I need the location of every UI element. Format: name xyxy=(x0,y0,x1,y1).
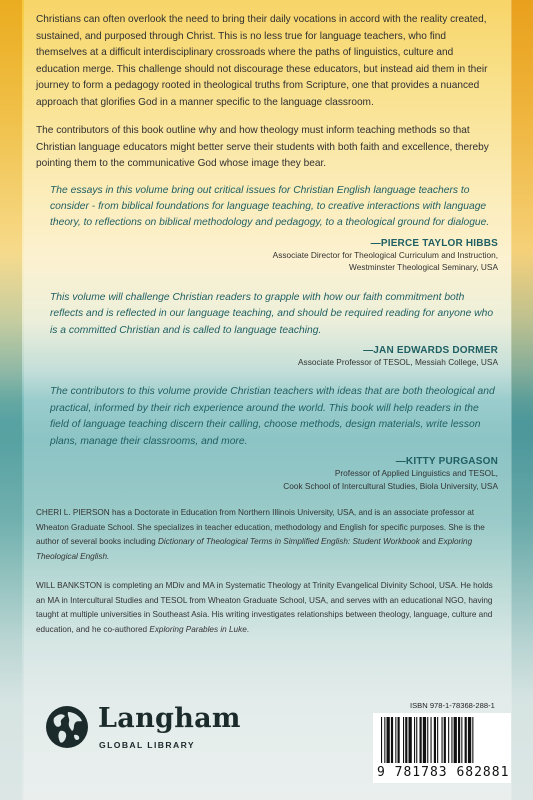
barcode-digits: 9 781783 682881 xyxy=(377,765,510,780)
barcode-bar xyxy=(395,717,396,763)
barcode-bar xyxy=(461,717,462,763)
barcode-bar xyxy=(448,717,449,763)
endorser-role-line-1: Associate Director for Theological Curriculum and Instruction, xyxy=(272,249,498,260)
endorsement-1 xyxy=(36,183,498,274)
barcode-bar xyxy=(391,717,393,763)
description-paragraph-1: Christians can often overlook the need to bring their daily vocations in accord with the reality created, sustained, and purposed through Christ. This is no less true for language teachers, who find themselves at a difficult interdisciplinary crossroads where the paths of linguistics, culture and education merge. This challenge should not discourage these educators, but instead aid them in their journey to form a pedagogy rooted in theological truths from Scripture, one that provides a nuanced approach that glorifies God in a manner specific to the language classroom. xyxy=(36,14,488,108)
book-title: Exploring Theological English. xyxy=(36,537,473,562)
barcode-bar xyxy=(468,717,471,763)
barcode-bar xyxy=(458,717,460,763)
barcode-bar xyxy=(465,717,467,763)
globe-icon xyxy=(44,704,90,750)
endorsement-attribution xyxy=(36,238,498,274)
endorser-name: —KITTY PURGASON xyxy=(395,456,498,468)
endorsement-attribution xyxy=(36,456,498,492)
barcode-bar xyxy=(403,717,404,763)
description-paragraph-2: The contributors of this book outline why and how theology must inform teaching methods so that Christian language educators might better serve their students with both faith and excellence, thereby pointing them to the communicative God whose image they bear. xyxy=(36,125,489,169)
bio-text: CHERI L. PIERSON has a Doctorate in Education from Northern Illinois University, USA, and is an associate professor at Wheaton Graduate School. She specializes in teacher education, methodology and English for specific purposes. She is the author of several books including xyxy=(36,508,485,547)
barcode-bar xyxy=(454,717,457,763)
barcode-bar xyxy=(472,717,473,763)
barcode-bar xyxy=(431,717,432,763)
endorsement-attribution xyxy=(36,345,498,369)
isbn-label: ISBN 978-1-78368-288-1 xyxy=(410,701,495,710)
endorser-role-line-2: Westminster Theological Seminary, USA xyxy=(349,262,498,273)
barcode-bar xyxy=(409,717,412,763)
bio-text: WILL BANKSTON is completing an MDiv and MA in Systematic Theology at Trinity Evangelical Divinity School, USA. He holds an MA in Intercultural Studies and TESOL from Wheaton Graduate School, USA, and serves with an educational NGO, having taught at multiple universities in Southeast Asia. His writing investigates relationships between theology, language, culture and education, and he co-authored xyxy=(36,580,493,634)
author-bio-pierson xyxy=(36,506,498,565)
back-cover-content xyxy=(36,12,498,652)
endorser-role-line-2: Cook School of Intercultural Studies, Biola University, USA xyxy=(283,480,498,491)
endorser-role-line-1: Associate Professor of TESOL, Messiah College, USA xyxy=(298,356,498,367)
barcode-bars xyxy=(379,717,505,765)
endorser-name: —JAN EDWARDS DORMER xyxy=(363,344,498,356)
barcode-bar xyxy=(442,717,443,763)
endorsement-3 xyxy=(36,384,498,492)
barcode-bar xyxy=(444,717,446,763)
publisher-subtitle: GLOBAL LIBRARY xyxy=(99,740,195,750)
barcode xyxy=(373,713,511,783)
book-title: Exploring Parables in Luke xyxy=(149,624,247,634)
barcode-bar xyxy=(427,717,428,763)
barcode-bar xyxy=(420,717,422,763)
barcode-bar xyxy=(384,717,385,763)
endorsement-quote: The contributors to this volume provide Christian teachers with ideas that are both theological and practical, informed by their rich experience around the world. This book will help readers in the field of language teaching discern their calling, choose methods, design materials, write lesson plans, manage their classrooms, and more. xyxy=(50,386,495,447)
barcode-bar xyxy=(381,717,382,763)
barcode-bar xyxy=(398,717,400,763)
barcode-bar xyxy=(416,717,417,763)
publisher-name: Langham xyxy=(98,703,241,734)
barcode-bar xyxy=(434,717,436,763)
barcode-bar xyxy=(423,717,426,763)
bio-text: and xyxy=(419,537,439,547)
endorsement-quote: This volume will challenge Christian readers to grapple with how our faith commitment both reflects and is reflected in our language teaching, and should be required reading for anyone who is a committed Christian and is called to language teaching. xyxy=(50,291,494,336)
right-edge-band xyxy=(511,0,533,800)
publisher-logo xyxy=(44,700,264,770)
endorser-name: —PIERCE TAYLOR HIBBS xyxy=(370,237,498,249)
bio-text: . xyxy=(246,624,250,634)
barcode-bar xyxy=(437,717,438,763)
author-bio-bankston xyxy=(36,579,498,638)
endorsement-quote: The essays in this volume bring out critical issues for Christian English language teachers to consider - from biblical foundations for language teaching, to creative interactions with language theory, to reflections on biblical methodology and pedagogy, to a theological ground for dialogue. xyxy=(50,184,490,229)
barcode-bar xyxy=(405,717,407,763)
endorser-role-line-1: Professor of Applied Linguistics and TESOL, xyxy=(334,468,498,479)
barcode-bar xyxy=(414,717,415,763)
barcode-bar xyxy=(451,717,452,763)
book-title: Dictionary of Theological Terms in Simplified English: Student Workbook xyxy=(157,537,420,547)
left-edge-band xyxy=(0,0,22,800)
barcode-bar xyxy=(387,717,390,763)
endorsement-2 xyxy=(36,290,498,369)
